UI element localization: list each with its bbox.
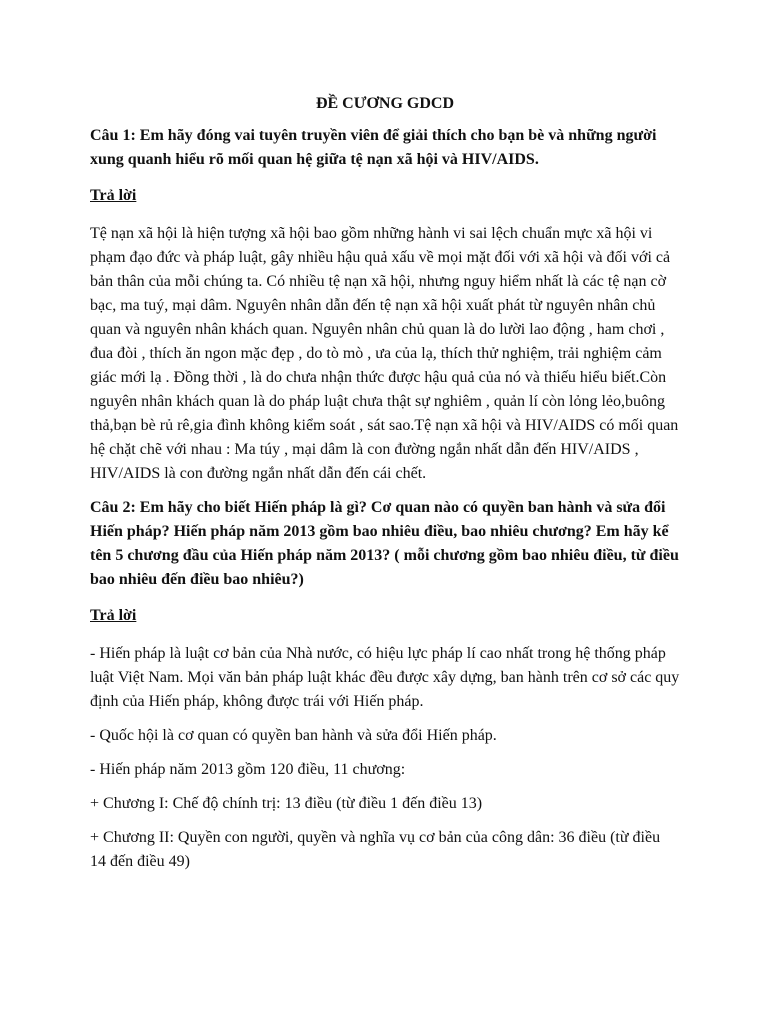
document-title: ĐỀ CƯƠNG GDCD bbox=[315, 95, 455, 112]
question-1: Câu 1: Em hãy đóng vai tuyên truyền viên để giải thích cho bạn bè và những người xung quanh hiểu rõ mối quan hệ giữa tệ nạn xã hội và HIV/AIDS. bbox=[90, 127, 657, 168]
answer-2-paragraph: - Hiến pháp là luật cơ bản của Nhà nước, có hiệu lực pháp lí cao nhất trong hệ thống pháp luật Việt Nam. Mọi văn bản pháp luật khác đều được xây dựng, ban hành trên cơ sở các quy định của Hiến pháp, không được trái với Hiến pháp. bbox=[90, 645, 680, 710]
question-2: Câu 2: Em hãy cho biết Hiến pháp là gì? Cơ quan nào có quyền ban hành và sửa đổi Hiến pháp? Hiến pháp năm 2013 gồm bao nhiêu điều, bao nhiêu chương? Em hãy kể tên 5 chương đầu của Hiến pháp năm 2013? ( mỗi chương gồm bao nhiêu điều, từ điều bao nhiêu đến điều bao nhiêu?) bbox=[90, 499, 679, 588]
answer-2-paragraph: - Quốc hội là cơ quan có quyền ban hành và sửa đổi Hiến pháp. bbox=[90, 727, 497, 744]
answer-2-paragraph: + Chương II: Quyền con người, quyền và nghĩa vụ cơ bản của công dân: 36 điều (từ điều 14 đến điều 49) bbox=[90, 829, 661, 870]
answer-label-1: Trả lời bbox=[90, 187, 137, 204]
answer-2-paragraph: - Hiến pháp năm 2013 gồm 120 điều, 11 chương: bbox=[90, 761, 406, 778]
answer-2-paragraph: + Chương I: Chế độ chính trị: 13 điều (từ điều 1 đến điều 13) bbox=[90, 795, 483, 812]
answer-label-2: Trả lời bbox=[90, 607, 137, 624]
document-page bbox=[90, 92, 680, 884]
answer-1-text: Tệ nạn xã hội là hiện tượng xã hội bao gồm những hành vi sai lệch chuẩn mực xã hội vi phạm đạo đức và pháp luật, gây nhiều hậu quả xấu về mọi mặt đối với xã hội và đối với cả bản thân của mỗi chúng ta. Có nhiều tệ nạn xã hội, nhưng nguy hiểm nhất là các tệ nạn cờ bạc, ma tuý, mại dâm. Nguyên nhân dẫn đến tệ nạn xã hội xuất phát từ nguyên nhân chủ quan và nguyên nhân khách quan. Nguyên nhân chủ quan là do lười lao động , ham chơi , đua đòi , thích ăn ngon mặc đẹp , do tò mò , ưa của lạ, thích thử nghiệm, trải nghiệm cảm giác mới lạ . Đồng thời , là do chưa nhận thức được hậu quả của nó và thiếu hiểu biết.Còn nguyên nhân khách quan là do pháp luật chưa thật sự nghiêm , quản lí còn lỏng lẻo,buông thả,bạn bè rủ rê,gia đình không kiểm soát , sát sao.Tệ nạn xã hội và HIV/AIDS có mối quan hệ chặt chẽ với nhau : Ma túy , mại dâm là con đường ngắn nhất dẫn đến HIV/AIDS , HIV/AIDS là con đường ngắn nhất dẫn đến cái chết. bbox=[90, 225, 679, 482]
